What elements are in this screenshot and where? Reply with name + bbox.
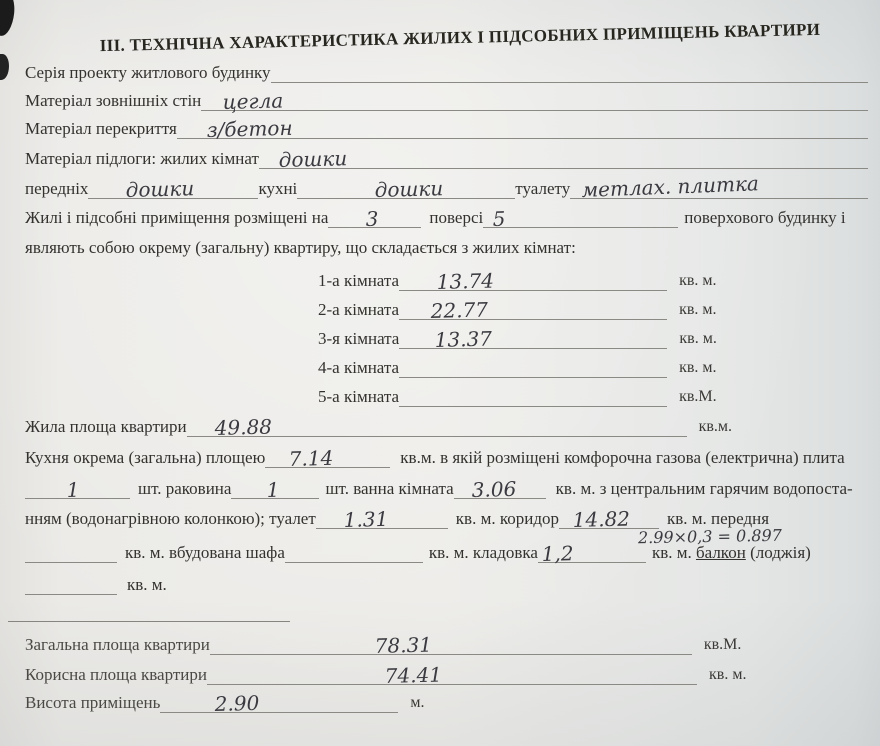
- room-label: 4-а кімната: [318, 358, 400, 377]
- usable-area-input-line: [207, 662, 697, 688]
- balcony-label: [652, 543, 811, 563]
- living-area-input-line: [187, 414, 687, 440]
- living-area-value: 49.88: [213, 414, 272, 440]
- field-row-series: [25, 62, 868, 83]
- pantry-label: кв. м. кладовка: [428, 543, 538, 562]
- ceiling-label: Матеріал перекриття: [25, 119, 177, 138]
- field-row-plate: [25, 476, 868, 502]
- room-label: 5-а кімната: [318, 387, 400, 406]
- ceiling-value: з/бетон: [206, 115, 293, 142]
- wardrobe-input-line: [285, 542, 423, 563]
- total-area-value: 78.31: [374, 632, 433, 658]
- walls-value: цегла: [222, 88, 284, 114]
- total-area-label: Загальна площа квартири: [25, 635, 210, 654]
- floor-front-value: дошки: [125, 176, 195, 202]
- walls-input-line: [201, 88, 868, 114]
- last-unit-label: кв. м.: [127, 575, 167, 594]
- room-unit: кв. м.: [679, 359, 717, 376]
- floor-kitchen-value: дошки: [374, 176, 444, 202]
- floor-front-input-line: [88, 176, 258, 202]
- field-row-kitchen: [25, 445, 868, 471]
- room-label: 3-я кімната: [318, 329, 400, 348]
- pantry-input-line: [538, 541, 646, 566]
- kitchen-label-after: кв.м. в якій розміщені комфорочна газова (електрична) плита: [400, 448, 845, 467]
- location-building-floors-value: 5: [492, 206, 506, 231]
- series-input-line: [271, 62, 868, 83]
- floor-kitchen-label: кухні: [258, 179, 298, 198]
- balcony-word: балкон: [695, 543, 746, 562]
- location-label-middle: поверсі: [429, 208, 484, 227]
- location-label-before: Жилі і підсобні приміщення розміщені на: [25, 208, 329, 227]
- handwritten-calculation-note: 2.99×0,3 = 0.897: [637, 525, 783, 548]
- room-unit: кв.М.: [679, 388, 717, 405]
- usable-area-label: Корисна площа квартири: [25, 665, 208, 684]
- floor-toilet-value: метлах. плитка: [581, 171, 760, 202]
- room-input-line: [399, 357, 667, 378]
- corridor-input-line: [559, 506, 659, 532]
- toilet-value: 1.31: [343, 506, 389, 532]
- pantry-value: 1,2: [541, 541, 574, 566]
- room-value: 22.77: [430, 297, 489, 323]
- scan-artifact-blob: [0, 0, 16, 37]
- field-row-height: [25, 690, 868, 716]
- room-row: [318, 326, 820, 352]
- balcony-unit: кв. м.: [651, 543, 692, 562]
- room-unit: кв. м.: [679, 301, 717, 318]
- field-row-floor-living: [25, 146, 868, 172]
- wardrobe-label: кв. м. вбудована шафа: [125, 543, 285, 562]
- height-value: 2.90: [214, 690, 260, 716]
- location-label-after: поверхового будинку і: [684, 208, 846, 227]
- room-row: [318, 268, 820, 294]
- sink-count-input-line: [231, 477, 319, 502]
- floor-toilet-input-line: [570, 171, 868, 202]
- room-row: [318, 297, 820, 323]
- location-building-floors-input-line: [483, 206, 678, 231]
- height-input-line: [160, 690, 398, 716]
- sink-count-value: 1: [266, 477, 281, 502]
- front-area-input-line: [25, 542, 117, 563]
- room-value: 13.74: [436, 268, 495, 294]
- field-row-storage: [25, 541, 868, 566]
- room-row: [318, 386, 820, 407]
- apartment-note: являють собою окрему (загальну) квартиру, що складається з жилих кімнат:: [25, 238, 576, 257]
- bath-value: 3.06: [471, 476, 517, 502]
- kitchen-value: 7.14: [288, 445, 334, 471]
- field-row-usable-area: [25, 662, 868, 688]
- living-area-label: Жила площа квартири: [25, 417, 187, 436]
- height-label: Висота приміщень: [25, 693, 161, 712]
- room-input-line: [399, 326, 667, 352]
- room-label: 2-а кімната: [318, 300, 400, 319]
- series-label: Серія проекту житлового будинку: [25, 63, 271, 82]
- sink-label: шт. раковина: [138, 479, 232, 498]
- walls-label: Матеріал зовнішніх стін: [25, 91, 202, 110]
- floor-living-label: Матеріал підлоги: жилих кімнат: [25, 149, 259, 168]
- room-unit: кв. м.: [679, 272, 717, 289]
- total-area-unit: кв.М.: [703, 636, 742, 653]
- floor-kitchen-input-line: [297, 176, 515, 202]
- field-row-total-area: [25, 632, 868, 658]
- ceiling-input-line: [177, 115, 868, 142]
- location-floor-input-line: [328, 206, 421, 231]
- field-row-living-area: [25, 414, 868, 440]
- bath-label: шт. ванна кімната: [325, 479, 454, 498]
- usable-area-unit: кв. м.: [709, 666, 747, 683]
- balcony-paren: (лоджія): [750, 543, 811, 562]
- section-title: ІІІ. ТЕХНІЧНА ХАРАКТЕРИСТИКА ЖИЛИХ І ПІДСОБНИХ ПРИМІЩЕНЬ КВАРТИРИ: [99, 19, 821, 56]
- plate-count-input-line: [25, 477, 130, 502]
- field-row-ceiling: [25, 115, 868, 142]
- floor-living-input-line: [259, 146, 868, 172]
- toilet-input-line: [316, 506, 448, 532]
- plate-label-after: кв. м. з центральним гарячим водопоста-: [555, 479, 853, 498]
- kitchen-label: Кухня окрема (загальна) площею: [25, 448, 266, 467]
- toilet-label-before: нням (водонагрівною колонкою); туалет: [25, 509, 316, 528]
- field-row-floor-other: [25, 171, 868, 202]
- corridor-label: кв. м. коридор: [455, 509, 559, 528]
- apartment-note-line: [25, 238, 868, 258]
- total-area-input-line: [210, 632, 692, 658]
- floor-toilet-label: туалету: [515, 179, 571, 198]
- kitchen-input-line: [265, 445, 390, 471]
- usable-area-value: 74.41: [384, 662, 443, 688]
- plate-count-value: 1: [66, 477, 80, 502]
- separator-line: [8, 621, 290, 622]
- floor-living-value: дошки: [278, 146, 348, 172]
- height-unit: м.: [410, 694, 425, 711]
- field-row-location: [25, 206, 868, 231]
- toilet-label-after: кв. м. передня: [666, 509, 770, 528]
- living-area-unit: кв.м.: [698, 418, 733, 435]
- room-input-line: [399, 268, 667, 294]
- corridor-value: 14.82: [572, 506, 631, 532]
- room-label: 1-а кімната: [318, 271, 400, 290]
- room-unit: кв. м.: [679, 330, 717, 347]
- bath-input-line: [454, 476, 546, 502]
- balcony-area-input-line: [25, 574, 117, 595]
- room-row: [318, 357, 820, 378]
- field-row-last-unit: [25, 574, 868, 595]
- room-input-line: [399, 297, 667, 323]
- field-row-walls: [25, 88, 868, 114]
- floor-front-label: передніх: [25, 179, 89, 198]
- location-floor-value: 3: [365, 206, 380, 231]
- scan-artifact-blob: [0, 54, 9, 80]
- room-value: 13.37: [434, 326, 493, 352]
- room-input-line: [399, 386, 667, 407]
